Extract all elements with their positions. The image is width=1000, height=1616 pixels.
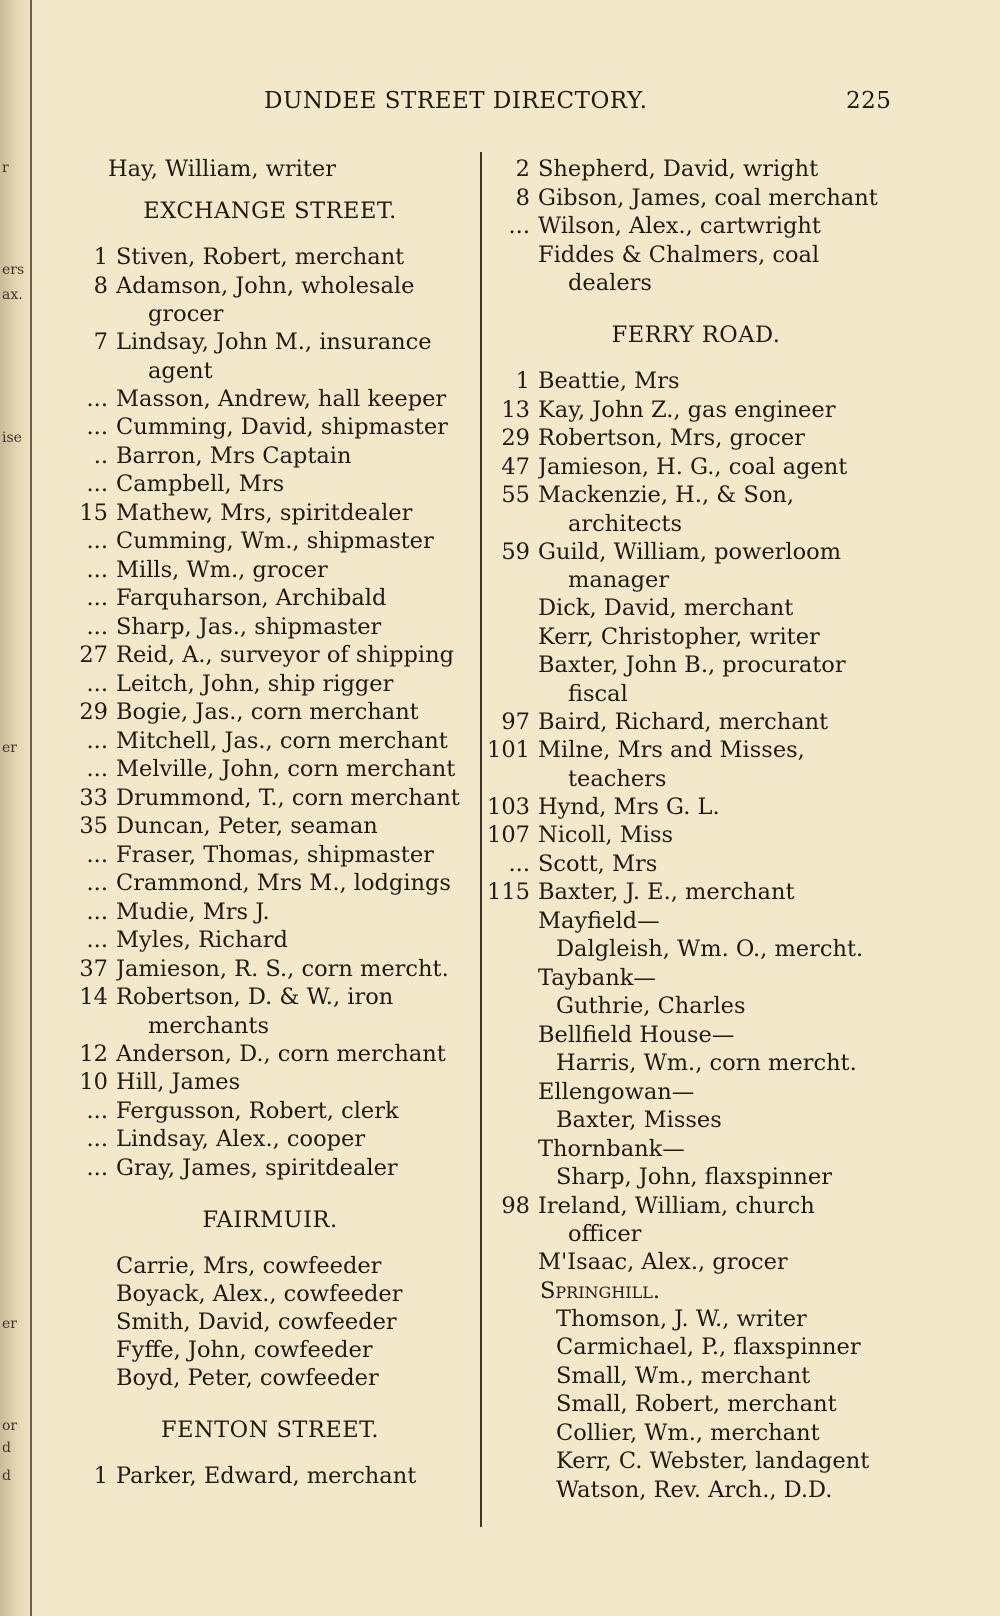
entry-row	[486, 241, 906, 270]
entry-row	[486, 396, 906, 425]
section-heading-fairmuir: FAIRMUIR.	[202, 1207, 338, 1233]
entry-row	[62, 499, 478, 528]
directory-entry	[62, 784, 478, 813]
directory-entry: Watson, Rev. Arch., D.D.	[556, 1476, 833, 1503]
entry-text: Beattie, Mrs	[538, 368, 680, 394]
entry-text: Parker, Edward, merchant	[116, 1463, 417, 1489]
directory-entry	[486, 1135, 906, 1192]
entry-continuation: architects	[568, 510, 683, 537]
directory-entry	[62, 413, 478, 442]
directory-entry	[62, 584, 478, 613]
entry-text: Lindsay, John M., insurance	[116, 329, 432, 355]
house-number: ...	[86, 1154, 108, 1181]
exchange-street-list	[62, 243, 478, 1182]
directory-entry	[62, 470, 478, 499]
entry-row	[486, 424, 906, 453]
directory-entry	[486, 878, 906, 907]
house-number: 107	[487, 822, 530, 848]
entry-continuation: agent	[148, 357, 213, 384]
entry-row	[486, 736, 906, 765]
gutter-fragment: ax.	[2, 287, 23, 303]
entry-text: Melville, John, corn merchant	[116, 756, 456, 782]
springhill-list	[486, 1305, 906, 1505]
entry-row	[62, 272, 478, 301]
entry-row	[486, 212, 906, 241]
entry-row	[62, 898, 478, 927]
fairmuir-list	[62, 1252, 478, 1392]
page-title: DUNDEE STREET DIRECTORY.	[264, 88, 648, 114]
house-number: 7	[93, 329, 108, 355]
house-number: 101	[487, 737, 530, 763]
house-number: ...	[86, 1097, 108, 1124]
entry-continuation: fiscal	[568, 680, 628, 707]
entry-text: Robertson, D. & W., iron	[116, 984, 394, 1010]
entry-row	[62, 869, 478, 898]
entry-text: Bellfield House—	[538, 1021, 735, 1048]
entry-row	[62, 755, 478, 784]
springhill-label: Springhill.	[540, 1277, 661, 1304]
entry-text: Gibson, James, coal merchant	[538, 184, 878, 211]
entry-row	[486, 481, 906, 510]
entry-row	[62, 1040, 478, 1069]
entry-row	[62, 1097, 478, 1126]
entry-text: Kerr, Christopher, writer	[538, 623, 820, 650]
entry-text: Mitchell, Jas., corn merchant	[116, 727, 448, 754]
entry-text: Reid, A., surveyor of shipping	[116, 642, 455, 668]
gutter-fragment: d	[2, 1468, 11, 1484]
house-number: 35	[79, 813, 108, 839]
directory-entry	[62, 613, 478, 642]
entry-text: Farquharson, Archibald	[116, 585, 387, 611]
entry-resident: Sharp, John, flaxspinner	[556, 1164, 832, 1190]
entry-text: Crammond, Mrs M., lodgings	[116, 870, 451, 896]
directory-entry	[486, 964, 906, 1021]
entry-text: Robertson, Mrs, grocer	[538, 425, 805, 451]
directory-entry	[486, 367, 906, 396]
entry-row	[486, 878, 906, 907]
entry-row	[62, 784, 478, 813]
directory-entry	[486, 155, 906, 184]
house-number: 10	[79, 1069, 108, 1095]
entry-continuation: grocer	[148, 301, 224, 327]
entry-text: Dick, David, merchant	[538, 595, 794, 621]
house-number: ...	[86, 1126, 108, 1152]
entry-row	[62, 1125, 478, 1154]
entry-text: Cumming, Wm., shipmaster	[116, 528, 434, 554]
directory-entry	[62, 385, 478, 414]
house-number: 59	[501, 538, 530, 565]
directory-entry	[486, 424, 906, 453]
house-number: 115	[487, 879, 530, 905]
entry-text: Ireland, William, church	[538, 1192, 815, 1219]
entry-row	[486, 184, 906, 213]
directory-entry	[486, 651, 906, 708]
entry-row	[486, 453, 906, 482]
house-number: ...	[86, 727, 108, 754]
entry-text: Mills, Wm., grocer	[116, 556, 328, 583]
entry-row	[62, 670, 478, 699]
house-number: 27	[79, 642, 108, 668]
house-number: ...	[86, 898, 108, 925]
entry-resident: Guthrie, Charles	[556, 993, 746, 1019]
entry-text: Barron, Mrs Captain	[116, 442, 352, 469]
entry-row	[62, 641, 478, 670]
directory-entry	[486, 212, 906, 241]
directory-entry	[62, 670, 478, 699]
entry-row	[62, 584, 478, 613]
house-number: 1	[93, 1463, 108, 1489]
directory-entry	[62, 898, 478, 927]
entry-text: Taybank—	[538, 964, 656, 991]
directory-entry: Boyd, Peter, cowfeeder	[116, 1365, 379, 1391]
gutter-fragment: r	[2, 160, 9, 176]
entry-row	[486, 1021, 906, 1050]
entry-row	[486, 538, 906, 567]
entry-text: Cumming, David, shipmaster	[116, 414, 448, 440]
house-number: 103	[487, 793, 530, 820]
house-number: ...	[508, 850, 530, 877]
entry-text: Drummond, T., corn merchant	[116, 784, 460, 811]
entry-row	[62, 1068, 478, 1097]
entry-text: Adamson, John, wholesale	[116, 272, 415, 299]
directory-entry	[62, 1154, 478, 1183]
entry-row	[62, 1154, 478, 1183]
directory-entry	[62, 1462, 478, 1491]
directory-entry: Smith, David, cowfeeder	[116, 1309, 397, 1335]
directory-entry: Fyffe, John, cowfeeder	[116, 1337, 373, 1363]
entry-row	[62, 812, 478, 841]
directory-entry	[486, 1078, 906, 1135]
directory-entry	[62, 727, 478, 756]
house-number: 37	[79, 955, 108, 982]
house-number: 13	[501, 396, 530, 423]
entry-text: Bogie, Jas., corn merchant	[116, 699, 419, 725]
house-number: 29	[79, 699, 108, 725]
entry-row	[486, 651, 906, 680]
left-column	[62, 155, 478, 1491]
directory-entry	[486, 396, 906, 425]
entry-row	[62, 413, 478, 442]
directory-entry	[486, 481, 906, 538]
entry-text: Milne, Mrs and Misses,	[538, 737, 805, 763]
entry-row	[486, 1192, 906, 1221]
gutter-fragment: d	[2, 1440, 11, 1456]
entry-text: Ellengowan—	[538, 1078, 695, 1105]
entry-text: Mayfield—	[538, 907, 660, 934]
gutter-fragment: ise	[2, 430, 22, 446]
entry-text: Scott, Mrs	[538, 850, 658, 877]
gutter-fragment: or	[2, 1418, 18, 1434]
entry-text: Lindsay, Alex., cooper	[116, 1126, 366, 1152]
entry-text: Mudie, Mrs J.	[116, 898, 270, 925]
directory-entry	[486, 184, 906, 213]
directory-entry	[486, 736, 906, 793]
house-number: 98	[501, 1192, 530, 1219]
house-number: 2	[515, 156, 530, 182]
directory-entry	[486, 907, 906, 964]
directory-entry	[62, 926, 478, 955]
column-divider	[480, 152, 482, 1527]
house-number: ...	[86, 556, 108, 583]
entry-text: M'Isaac, Alex., grocer	[538, 1249, 788, 1275]
house-number: 1	[515, 368, 530, 394]
entry-row	[486, 1078, 906, 1107]
entry-text: Jamieson, H. G., coal agent	[538, 453, 848, 480]
entry-continuation: merchants	[148, 1012, 269, 1039]
entry-text: Jamieson, R. S., corn mercht.	[116, 955, 449, 982]
directory-entry: Small, Robert, merchant	[556, 1391, 837, 1417]
directory-entry	[62, 556, 478, 585]
directory-entry: Thomson, J. W., writer	[556, 1305, 807, 1332]
entry-row	[62, 1462, 478, 1491]
ferry-road-list	[486, 367, 906, 1277]
directory-entry	[486, 538, 906, 595]
entry-row	[486, 850, 906, 879]
entry-text: Duncan, Peter, seaman	[116, 813, 378, 839]
directory-entry	[62, 499, 478, 528]
house-number: 12	[79, 1040, 108, 1067]
book-gutter	[0, 0, 32, 1616]
directory-entry: Collier, Wm., merchant	[556, 1419, 820, 1446]
house-number: 97	[501, 708, 530, 735]
entry-continuation: dealers	[568, 270, 652, 296]
entry-text: Fraser, Thomas, shipmaster	[116, 841, 434, 868]
directory-entry	[62, 272, 478, 329]
entry-text: Wilson, Alex., cartwright	[538, 213, 821, 239]
entry-text: Leitch, John, ship rigger	[116, 670, 394, 697]
entry-text: Guild, William, powerloom	[538, 538, 842, 565]
directory-entry	[486, 793, 906, 822]
entry-row	[486, 964, 906, 993]
house-number: ...	[86, 414, 108, 440]
entry-row	[62, 926, 478, 955]
entry-text: Gray, James, spiritdealer	[116, 1154, 398, 1181]
entry-text: Kay, John Z., gas engineer	[538, 396, 836, 423]
house-number: ...	[86, 585, 108, 611]
entry-row	[62, 328, 478, 357]
entry-row	[62, 527, 478, 556]
house-number: 15	[79, 499, 108, 526]
entry-row	[486, 907, 906, 936]
entry-row	[62, 442, 478, 471]
entry-row	[62, 841, 478, 870]
house-number: ...	[86, 613, 108, 640]
entry-text: Nicoll, Miss	[538, 822, 674, 848]
entry-resident: Dalgleish, Wm. O., mercht.	[556, 936, 864, 962]
house-number: ...	[508, 213, 530, 239]
directory-entry	[62, 243, 478, 272]
house-number: ...	[86, 870, 108, 896]
house-number: ...	[86, 756, 108, 782]
directory-entry	[62, 1097, 478, 1126]
entry-text: Hynd, Mrs G. L.	[538, 793, 720, 820]
entry-row	[62, 243, 478, 272]
entry-text: Campbell, Mrs	[116, 471, 285, 497]
directory-entry	[62, 841, 478, 870]
house-number: 8	[515, 184, 530, 211]
entry-text: Mathew, Mrs, spiritdealer	[116, 499, 413, 526]
directory-entry	[62, 527, 478, 556]
entry-row	[486, 793, 906, 822]
section-heading-ferry-road: FERRY ROAD.	[611, 322, 781, 348]
directory-entry	[62, 442, 478, 471]
gutter-fragment: ers	[2, 262, 25, 278]
entry-row	[62, 385, 478, 414]
directory-entry	[486, 594, 906, 623]
house-number: ...	[86, 670, 108, 697]
continued-list	[486, 155, 906, 297]
directory-entry	[486, 1192, 906, 1249]
fenton-street-list	[62, 1462, 478, 1491]
directory-entry: Kerr, C. Webster, landagent	[556, 1448, 870, 1474]
entry-row	[486, 623, 906, 652]
entry-text: Myles, Richard	[116, 927, 288, 953]
house-number: 33	[79, 784, 108, 811]
house-number: 55	[501, 482, 530, 508]
entry-text: Fergusson, Robert, clerk	[116, 1097, 399, 1124]
entry-row	[486, 708, 906, 737]
entry-text: Baird, Richard, merchant	[538, 708, 829, 735]
house-number: 29	[501, 425, 530, 451]
entry-row	[62, 727, 478, 756]
house-number: ...	[86, 385, 108, 412]
directory-entry	[486, 1248, 906, 1277]
directory-entry	[62, 755, 478, 784]
house-number: 1	[93, 244, 108, 270]
top-entry: Hay, William, writer	[108, 156, 336, 182]
directory-entry	[62, 641, 478, 670]
section-heading-exchange-street: EXCHANGE STREET.	[143, 198, 397, 224]
entry-continuation: officer	[568, 1221, 642, 1247]
entry-row	[486, 1135, 906, 1164]
entry-continuation: manager	[568, 567, 670, 593]
directory-entry	[486, 850, 906, 879]
directory-entry	[62, 1040, 478, 1069]
entry-row	[486, 155, 906, 184]
entry-row	[62, 556, 478, 585]
entry-row	[62, 470, 478, 499]
entry-text: Hill, James	[116, 1069, 241, 1095]
directory-entry	[486, 623, 906, 652]
house-number: 8	[93, 272, 108, 299]
directory-entry	[62, 1125, 478, 1154]
entry-text: Shepherd, David, wright	[538, 156, 819, 182]
entry-row	[62, 698, 478, 727]
entry-row	[62, 613, 478, 642]
entry-continuation: teachers	[568, 765, 667, 792]
entry-text: Baxter, John B., procurator	[538, 652, 846, 678]
section-heading-fenton-street: FENTON STREET.	[160, 1417, 380, 1443]
entry-text: Masson, Andrew, hall keeper	[116, 385, 447, 412]
right-column	[486, 155, 906, 1504]
gutter-fragment: er	[2, 740, 17, 756]
house-number: 47	[501, 453, 530, 480]
house-number: ...	[86, 841, 108, 868]
page-number: 225	[846, 88, 892, 114]
entry-resident: Harris, Wm., corn mercht.	[556, 1050, 857, 1076]
entry-row	[486, 367, 906, 396]
directory-entry	[62, 698, 478, 727]
directory-entry	[486, 708, 906, 737]
gutter-fragment: er	[2, 1316, 17, 1332]
house-number: ...	[86, 471, 108, 497]
house-number: ..	[93, 442, 108, 469]
directory-entry	[62, 812, 478, 841]
directory-entry	[486, 241, 906, 298]
house-number: ...	[86, 927, 108, 953]
directory-entry: Carmichael, P., flaxspinner	[556, 1334, 861, 1360]
entry-row	[486, 1248, 906, 1277]
house-number: 14	[79, 984, 108, 1010]
entry-row	[62, 983, 478, 1012]
directory-entry: Carrie, Mrs, cowfeeder	[116, 1253, 382, 1279]
entry-text: Sharp, Jas., shipmaster	[116, 613, 382, 640]
entry-row	[486, 594, 906, 623]
entry-row	[486, 821, 906, 850]
directory-entry	[486, 1021, 906, 1078]
entry-row	[62, 955, 478, 984]
directory-entry	[62, 983, 478, 1040]
entry-text: Anderson, D., corn merchant	[116, 1040, 446, 1067]
directory-entry	[62, 1068, 478, 1097]
directory-entry	[62, 869, 478, 898]
directory-entry	[62, 328, 478, 385]
directory-entry	[486, 453, 906, 482]
house-number: ...	[86, 528, 108, 554]
directory-entry: Boyack, Alex., cowfeeder	[116, 1281, 403, 1307]
directory-entry	[62, 955, 478, 984]
directory-entry	[486, 821, 906, 850]
entry-text: Thornbank—	[538, 1135, 685, 1162]
entry-text: Fiddes & Chalmers, coal	[538, 241, 820, 268]
entry-resident: Baxter, Misses	[556, 1107, 722, 1133]
directory-entry: Small, Wm., merchant	[556, 1362, 811, 1389]
entry-text: Stiven, Robert, merchant	[116, 244, 405, 270]
entry-text: Baxter, J. E., merchant	[538, 879, 795, 905]
entry-text: Mackenzie, H., & Son,	[538, 482, 795, 508]
